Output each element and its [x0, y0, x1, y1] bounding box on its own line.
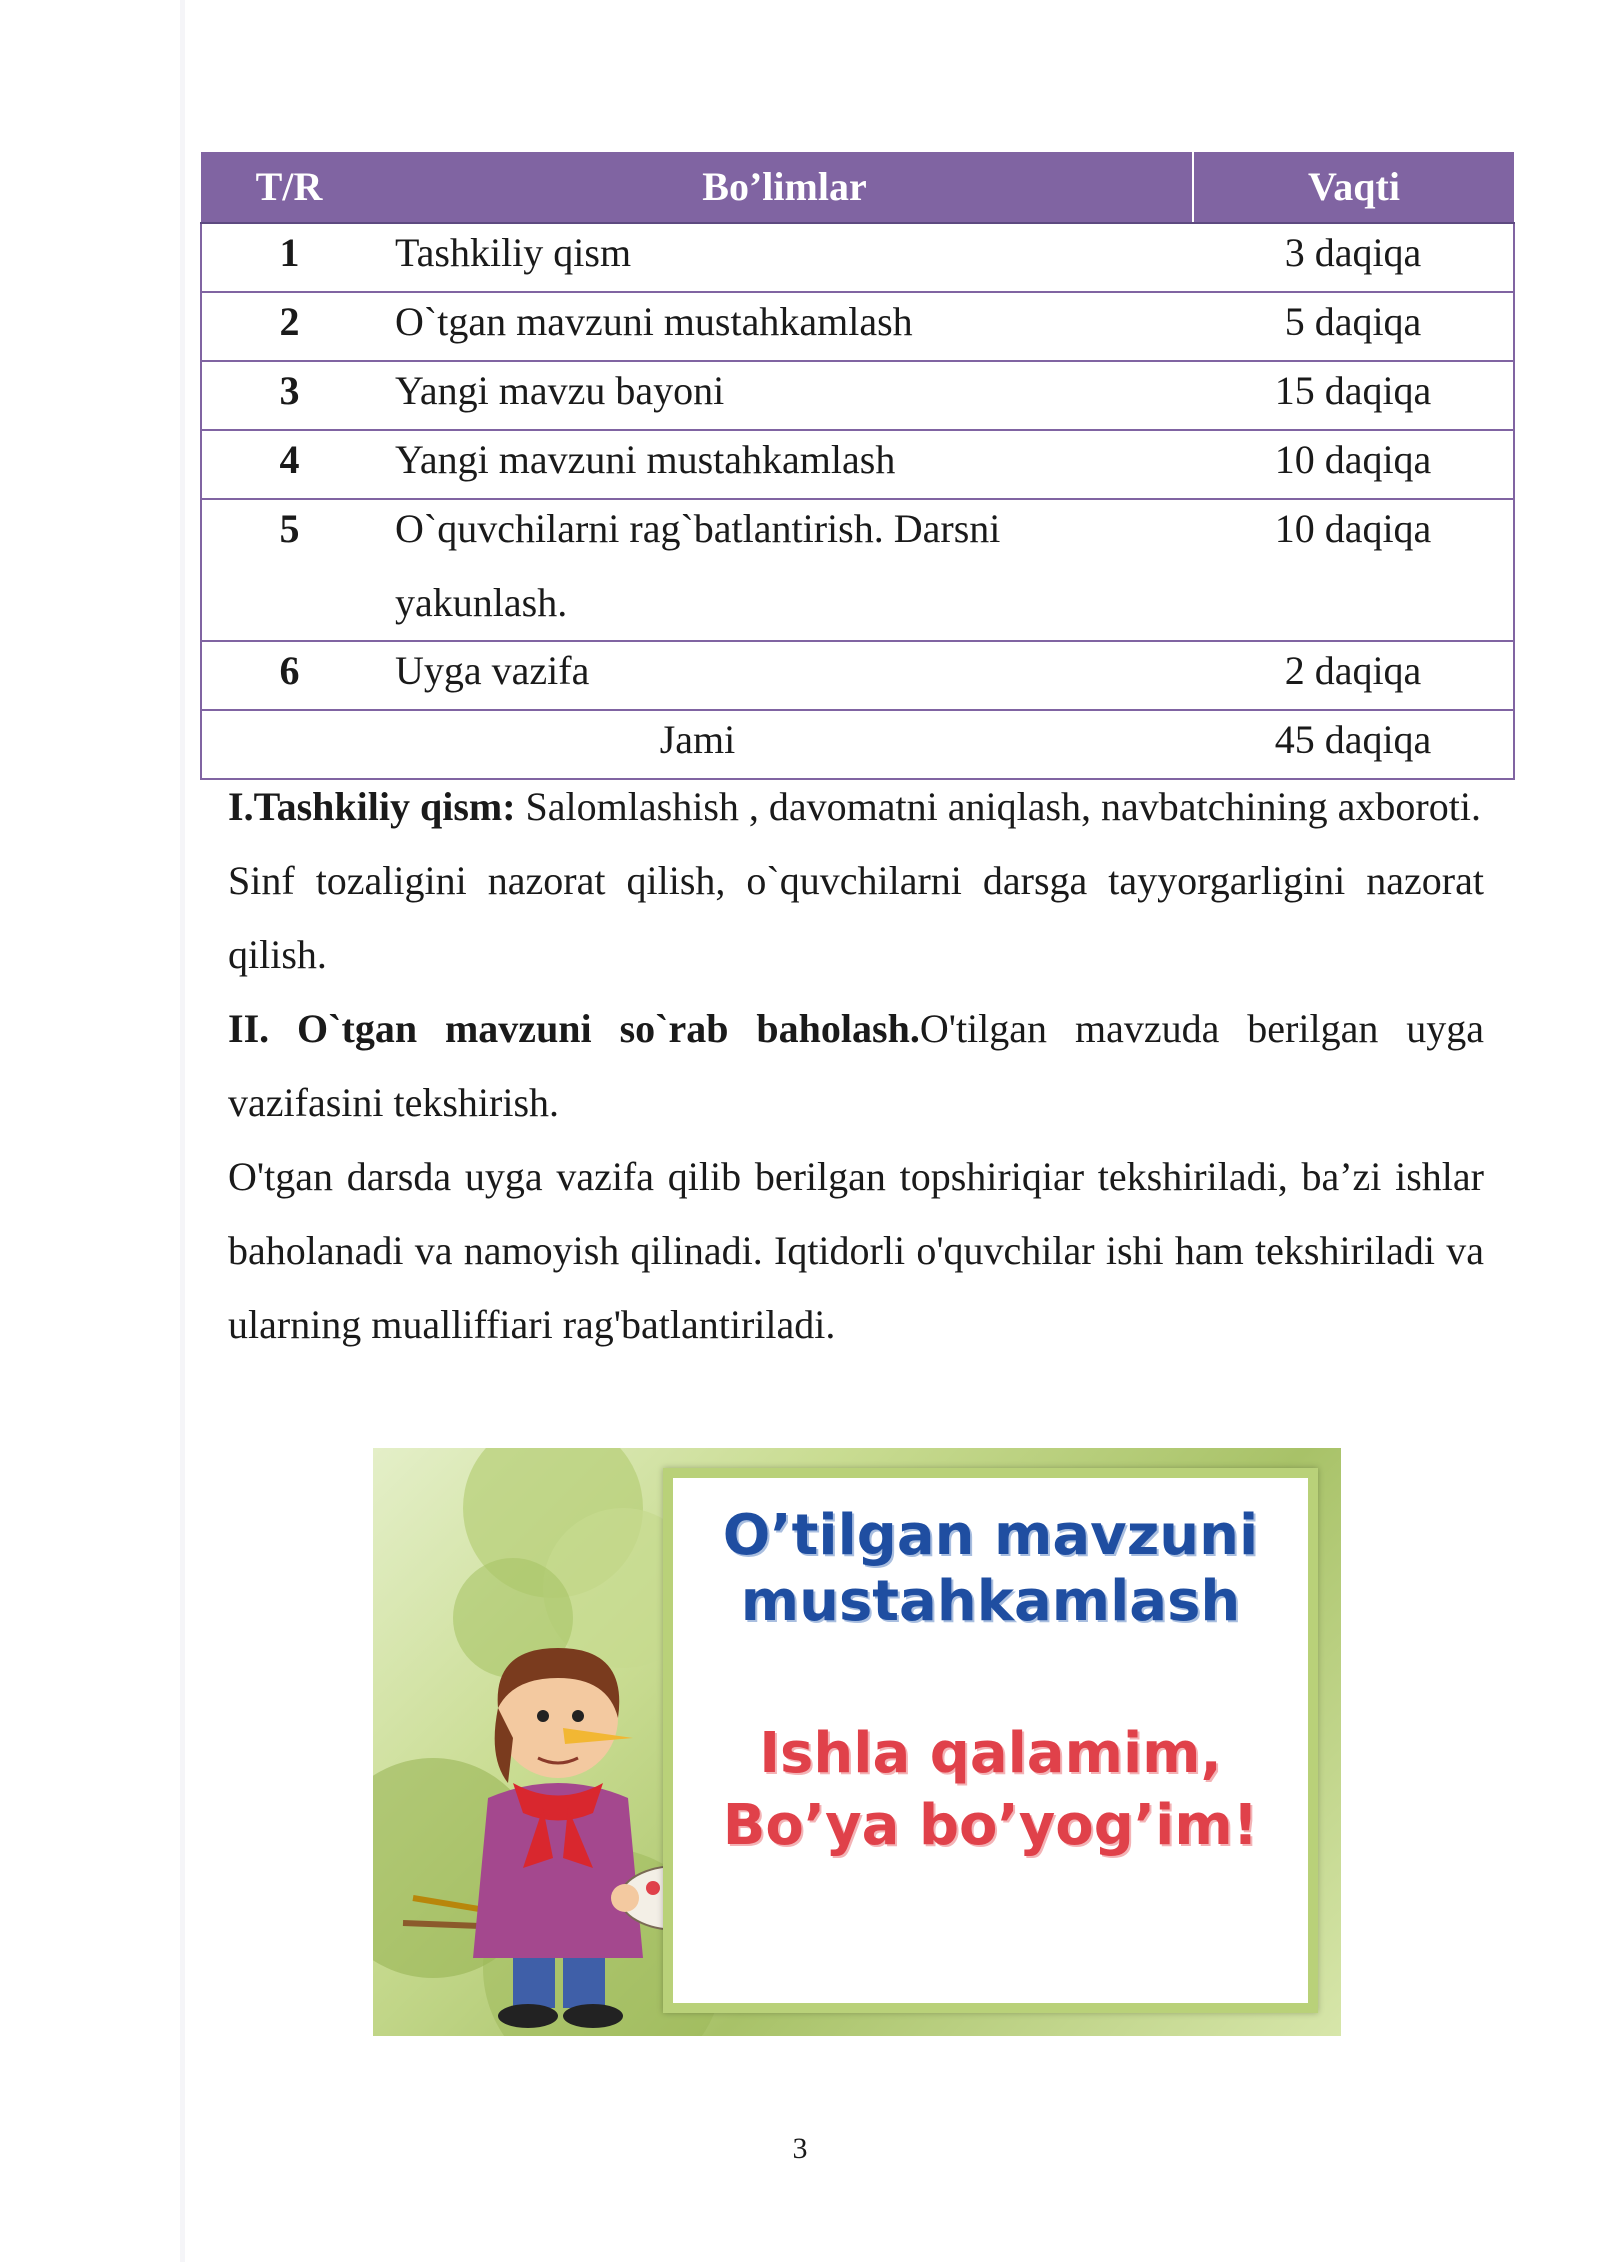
- paragraph-class-check: Sinf tozaligini nazorat qilish, o`quvchilarni darsga tayyorgarligini nazorat qilish.: [228, 858, 1484, 977]
- header-section: Bo’limlar: [377, 152, 1193, 223]
- paragraph-review: [228, 992, 1484, 1140]
- page-number: 3: [792, 2132, 808, 2165]
- row-section: O`tgan mavzuni mustahkamlash: [377, 292, 1193, 361]
- row-time: 15 daqiqa: [1193, 361, 1514, 430]
- row-time: 10 daqiqa: [1193, 430, 1514, 499]
- board-slogan: [673, 1718, 1308, 1862]
- board-slogan-line: Ishla qalamim,: [759, 1721, 1222, 1786]
- board-title-line: mustahkamlash: [740, 1569, 1241, 1634]
- paragraph-heading: I.Tashkiliy qism:: [228, 784, 516, 829]
- table-row: [201, 430, 1514, 499]
- paragraph-body: O'tilgan mavzuda berilgan uyga vazifasini tekshirish.: [228, 1006, 1485, 1125]
- paragraph-body: Salomlashish , davomatni aniqlash, navbatchining axboroti.: [515, 784, 1481, 829]
- total-time: 45 daqiqa: [1193, 710, 1514, 779]
- header-num: T/R: [201, 152, 377, 223]
- row-section-line: yakunlash.: [395, 580, 568, 625]
- row-num: 3: [201, 361, 377, 430]
- table-row: [201, 292, 1514, 361]
- lesson-board: [663, 1468, 1318, 2013]
- board-title-line: O’tilgan mavzuni: [722, 1503, 1259, 1568]
- table-row: [201, 361, 1514, 430]
- paragraph-organizational: [228, 770, 1484, 844]
- table-row: [201, 499, 1514, 641]
- total-label: Jami: [201, 710, 1193, 779]
- row-time: 2 daqiqa: [1193, 641, 1514, 710]
- board-slogan-line: Bo’ya bo’yog’im!: [722, 1793, 1259, 1858]
- row-num: 1: [201, 223, 377, 292]
- paragraph-heading: II. O`tgan mavzuni so`rab baholash.: [228, 1006, 920, 1051]
- row-num: 2: [201, 292, 377, 361]
- table-header-row: [201, 152, 1514, 223]
- table-row: [201, 223, 1514, 292]
- table-row: [201, 641, 1514, 710]
- row-time: 10 daqiqa: [1193, 499, 1514, 641]
- header-time: Vaqti: [1193, 152, 1514, 223]
- table-total-row: [201, 710, 1514, 779]
- body-text: [228, 770, 1484, 1362]
- paragraph-homework-check: O'tgan darsda uyga vazifa qilib berilgan topshiriqiar tekshiriladi, ba’zi ishlar baholanadi va namoyish qilinadi. Iqtidorli o'quvchilar ishi ham tekshiriladi va ularning mualliffiari rag'batlantiriladi.: [228, 1154, 1484, 1347]
- row-num: 4: [201, 430, 377, 499]
- row-section: Yangi mavzu bayoni: [377, 361, 1193, 430]
- lesson-illustration: [373, 1448, 1341, 2036]
- row-section: Uyga vazifa: [377, 641, 1193, 710]
- lesson-plan-table: [200, 152, 1515, 780]
- board-title: [673, 1503, 1308, 1635]
- row-num: 5: [201, 499, 377, 641]
- row-time: 5 daqiqa: [1193, 292, 1514, 361]
- row-num: 6: [201, 641, 377, 710]
- row-time: 3 daqiqa: [1193, 223, 1514, 292]
- row-section-line: O`quvchilarni rag`batlantirish. Darsni: [395, 506, 1001, 551]
- row-section: Yangi mavzuni mustahkamlash: [377, 430, 1193, 499]
- row-section: Tashkiliy qism: [377, 223, 1193, 292]
- row-section: [377, 499, 1193, 641]
